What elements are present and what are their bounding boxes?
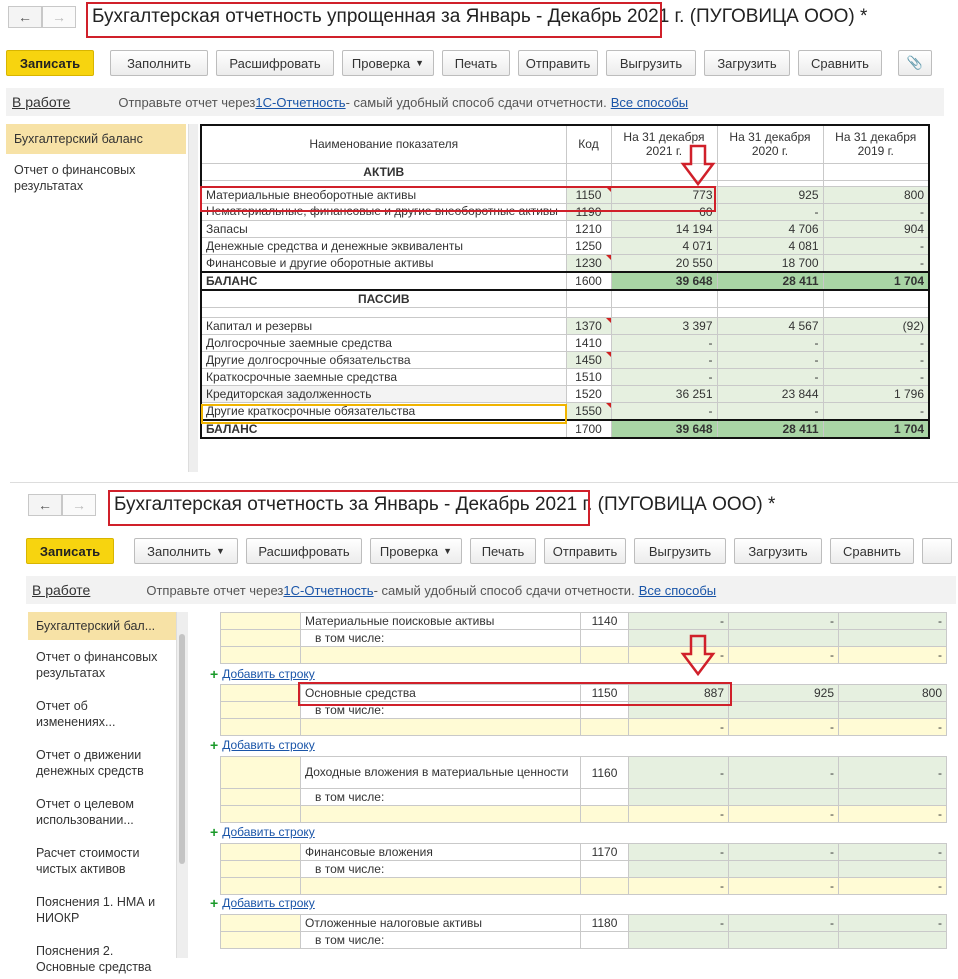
cell-2021[interactable]: 773 — [611, 186, 717, 203]
table-row: - - - — [221, 806, 947, 823]
table-row — [201, 254, 929, 272]
sidebar-item-notes-1[interactable]: Пояснения 1. НМА и НИОКР — [36, 895, 156, 925]
full-report-window — [10, 482, 958, 974]
plus-icon: + — [210, 895, 219, 911]
sidebar-item-target-use[interactable]: Отчет о целевом использовании... — [36, 797, 134, 827]
cell-2019[interactable]: 1 796 — [823, 385, 929, 402]
save-button[interactable]: Записать — [6, 50, 94, 76]
cell-2020[interactable]: 18 700 — [717, 254, 823, 272]
block-1180 — [220, 914, 947, 949]
add-row-link[interactable]: Добавить строку — [222, 738, 315, 752]
export-button[interactable]: Выгрузить — [634, 538, 726, 564]
table-row — [201, 368, 929, 385]
cell-2019[interactable]: - — [839, 757, 947, 789]
table-row — [221, 613, 947, 630]
cell-2019[interactable]: - — [823, 402, 929, 420]
cell-2021[interactable]: - — [629, 915, 729, 932]
cell-2021[interactable]: - — [611, 368, 717, 385]
export-button[interactable]: Выгрузить — [606, 50, 696, 76]
table-row: - - - — [221, 878, 947, 895]
cell-2021[interactable]: - — [629, 757, 729, 789]
cell-2021[interactable]: 60 — [611, 203, 717, 220]
row-name: Другие краткосрочные обязательства — [201, 402, 566, 420]
balance-row — [201, 420, 929, 438]
section-passive — [201, 290, 929, 308]
including-label: в том числе: — [301, 702, 581, 719]
row-code: 1150 — [581, 685, 629, 702]
table-row — [221, 915, 947, 932]
link-all-methods[interactable]: Все способы — [610, 94, 689, 110]
row-name: Финансовые и другие оборотные активы — [201, 254, 566, 272]
row-blank — [221, 613, 301, 630]
sidebar-item-balance[interactable]: Бухгалтерский баланс — [6, 124, 186, 154]
row-name: БАЛАНС — [201, 420, 566, 438]
header-2020: На 31 декабря 2020 г. — [717, 125, 823, 163]
row-code: 1230 — [566, 254, 611, 272]
send-button[interactable]: Отправить — [518, 50, 598, 76]
cell-2021: 39 648 — [611, 272, 717, 290]
section-title: ПАССИВ — [201, 290, 566, 308]
table-row — [221, 757, 947, 789]
row-code: 1170 — [581, 844, 629, 861]
toolbar — [6, 50, 932, 76]
info-bar — [6, 88, 944, 116]
info-text: Отправьте отчет через — [118, 94, 256, 110]
sidebar-item-financial-results[interactable]: Отчет о финансовых результатах — [14, 163, 136, 193]
table-row — [201, 402, 929, 420]
row-name: Долгосрочные заемные средства — [201, 334, 566, 351]
row-name: Кредиторская задолженность — [201, 385, 566, 402]
info-rest: - самый удобный способ сдачи отчетности. — [345, 94, 607, 110]
check-label: Проверка — [351, 55, 411, 71]
row-code: 1550 — [566, 402, 611, 420]
attach-button[interactable] — [898, 50, 932, 76]
table-row — [221, 932, 947, 949]
row-name: Материальные внеоборотные активы — [201, 186, 566, 203]
scroll-thumb[interactable] — [179, 634, 185, 864]
toolbar — [26, 538, 952, 564]
cell-2019[interactable]: 800 — [823, 186, 929, 203]
table-row — [201, 203, 929, 220]
sidebar — [6, 124, 186, 198]
sidebar-item-financial-results[interactable]: Отчет о финансовых результатах — [36, 650, 158, 680]
cell-2020[interactable]: - — [729, 844, 839, 861]
header-2021: На 31 декабря 2021 г. — [611, 125, 717, 163]
row-name: Запасы — [201, 220, 566, 237]
arrow-down-icon — [680, 144, 716, 186]
cell-2020[interactable]: - — [717, 334, 823, 351]
simplified-report-window — [0, 0, 958, 472]
plus-icon: + — [210, 737, 219, 753]
row-code: 1370 — [566, 317, 611, 334]
table-row — [221, 630, 947, 647]
import-button[interactable]: Загрузить — [734, 538, 822, 564]
status-link[interactable]: В работе — [32, 582, 91, 598]
paperclip-icon: 📎 — [906, 55, 924, 70]
add-row-link[interactable]: Добавить строку — [222, 896, 315, 910]
cell-2020[interactable]: - — [717, 351, 823, 368]
dropdown-icon: ▼ — [443, 546, 453, 556]
including-label: в том числе: — [301, 630, 581, 647]
row-code: 1190 — [566, 203, 611, 220]
fill-label: Заполнить — [147, 543, 211, 559]
cell-2021[interactable]: 14 194 — [611, 220, 717, 237]
row-name: Краткосрочные заемные средства — [201, 368, 566, 385]
cell-2019[interactable]: - — [839, 613, 947, 630]
row-code: 1450 — [566, 351, 611, 368]
cell-2020[interactable]: - — [729, 915, 839, 932]
info-text: Отправьте отчет через — [146, 582, 284, 598]
table-row: - - - — [221, 719, 947, 736]
add-row[interactable] — [210, 895, 315, 911]
header-2019: На 31 декабря 2019 г. — [823, 125, 929, 163]
page-title: Бухгалтерская отчетность за Январь - Декабрь 2021 г. (ПУГОВИЦА ООО) * — [114, 494, 776, 515]
sidebar — [28, 612, 176, 979]
table-row: - - - — [221, 647, 947, 664]
row-name: Доходные вложения в материальные ценности — [301, 757, 581, 789]
cell-2019[interactable]: - — [823, 334, 929, 351]
cell-2021[interactable]: 36 251 — [611, 385, 717, 402]
row-code: 1410 — [566, 334, 611, 351]
link-1c-reporting[interactable]: 1С-Отчетность — [255, 94, 346, 110]
sidebar-item-notes-2[interactable]: Пояснения 2. Основные средства — [36, 944, 152, 974]
arrow-down-icon — [680, 634, 716, 676]
check-button[interactable] — [342, 50, 434, 76]
cell-2019[interactable]: (92) — [823, 317, 929, 334]
row-name: Капитал и резервы — [201, 317, 566, 334]
print-button[interactable]: Печать — [442, 50, 510, 76]
link-all-methods[interactable]: Все способы — [638, 582, 717, 598]
cell-2020[interactable]: - — [717, 368, 823, 385]
add-row-link[interactable]: Добавить строку — [222, 825, 315, 839]
cell-2019[interactable]: 800 — [839, 685, 947, 702]
forward-button[interactable] — [62, 494, 96, 516]
cell-2019[interactable]: - — [839, 915, 947, 932]
section-title: АКТИВ — [201, 163, 566, 180]
add-row[interactable] — [210, 737, 315, 753]
row-code: 1140 — [581, 613, 629, 630]
plus-icon: + — [210, 824, 219, 840]
cell-2021[interactable]: - — [611, 334, 717, 351]
sidebar-item-capital-changes[interactable]: Отчет об изменениях... — [36, 699, 116, 729]
table-row — [221, 789, 947, 806]
table-row — [221, 861, 947, 878]
link-1c-reporting[interactable]: 1С-Отчетность — [283, 582, 374, 598]
arrow-right-icon: → — [72, 497, 86, 513]
scrollbar[interactable] — [188, 124, 198, 472]
including-label: в том числе: — [301, 861, 581, 878]
cell-2020[interactable]: 23 844 — [717, 385, 823, 402]
row-code: 1180 — [581, 915, 629, 932]
compare-button[interactable]: Сравнить — [830, 538, 914, 564]
table-row — [201, 334, 929, 351]
info-rest: - самый удобный способ сдачи отчетности. — [373, 582, 635, 598]
table-row — [221, 685, 947, 702]
arrow-right-icon: → — [52, 9, 66, 25]
row-code: 1210 — [566, 220, 611, 237]
cell-2020[interactable]: 4 081 — [717, 237, 823, 254]
sidebar-item-net-assets[interactable]: Расчет стоимости чистых активов — [36, 846, 140, 876]
table-row — [201, 385, 929, 402]
cell-2020[interactable]: 925 — [717, 186, 823, 203]
block-1170 — [220, 843, 947, 895]
block-1160 — [220, 756, 947, 823]
arrow-left-icon: ← — [38, 497, 52, 513]
row-name: Нематериальные, финансовые и другие внеоборотные активы — [201, 203, 566, 220]
row-code: 1150 — [566, 186, 611, 203]
cell-2019: 1 704 — [823, 420, 929, 438]
dropdown-icon: ▼ — [215, 546, 225, 556]
send-button[interactable]: Отправить — [544, 538, 626, 564]
compare-button[interactable]: Сравнить — [798, 50, 882, 76]
cell-2020: 28 411 — [717, 420, 823, 438]
row-name: Финансовые вложения — [301, 844, 581, 861]
dropdown-icon: ▼ — [415, 58, 425, 68]
row-name: Отложенные налоговые активы — [301, 915, 581, 932]
row-name: Другие долгосрочные обязательства — [201, 351, 566, 368]
cell-2019[interactable]: - — [823, 254, 929, 272]
including-label: в том числе: — [301, 789, 581, 806]
row-code: 1510 — [566, 368, 611, 385]
row-code: 1160 — [581, 757, 629, 789]
save-button[interactable]: Записать — [26, 538, 114, 564]
nav-buttons — [28, 494, 96, 516]
cell-2021: 39 648 — [611, 420, 717, 438]
row-code: 1700 — [566, 420, 611, 438]
cell-2021[interactable]: - — [611, 351, 717, 368]
print-button[interactable]: Печать — [470, 538, 536, 564]
back-button[interactable] — [8, 6, 42, 28]
arrow-left-icon: ← — [18, 9, 32, 25]
cell-2020[interactable]: - — [717, 402, 823, 420]
table-row — [201, 220, 929, 237]
separator — [0, 472, 958, 482]
plus-icon: + — [210, 666, 219, 682]
cell-2019[interactable]: - — [823, 368, 929, 385]
table-row — [201, 351, 929, 368]
cell-2019[interactable]: - — [823, 203, 929, 220]
block-1140 — [220, 612, 947, 664]
row-code: 1520 — [566, 385, 611, 402]
header-name: Наименование показателя — [201, 125, 566, 163]
cell-2021[interactable]: - — [611, 402, 717, 420]
balance-table — [200, 124, 930, 439]
section-active — [201, 163, 929, 180]
add-row[interactable] — [210, 824, 315, 840]
add-row[interactable] — [210, 666, 315, 682]
block-1150 — [220, 684, 947, 736]
cell-2021[interactable]: - — [629, 613, 729, 630]
row-name: Материальные поисковые активы — [301, 613, 581, 630]
cell-2019[interactable]: 904 — [823, 220, 929, 237]
balance-row — [201, 272, 929, 290]
cell-2021[interactable]: 887 — [629, 685, 729, 702]
import-button[interactable]: Загрузить — [704, 50, 790, 76]
cell-2019[interactable]: - — [823, 351, 929, 368]
row-code: 1250 — [566, 237, 611, 254]
decode-button[interactable]: Расшифровать — [246, 538, 362, 564]
cell-2020[interactable]: - — [717, 203, 823, 220]
including-label: в том числе: — [301, 932, 581, 949]
check-label: Проверка — [379, 543, 439, 559]
table-row — [201, 186, 929, 203]
sidebar-item-cash-flow[interactable]: Отчет о движении денежных средств — [36, 748, 144, 778]
row-name: Основные средства — [301, 685, 581, 702]
cell-2021[interactable]: 4 071 — [611, 237, 717, 254]
cell-2019: 1 704 — [823, 272, 929, 290]
cell-2020: 28 411 — [717, 272, 823, 290]
row-name: Денежные средства и денежные эквиваленты — [201, 237, 566, 254]
table-row — [201, 317, 929, 334]
nav-buttons — [8, 6, 76, 28]
header-code: Код — [566, 125, 611, 163]
table-row — [221, 844, 947, 861]
table-header — [201, 125, 929, 163]
sidebar-scrollbar[interactable] — [176, 612, 188, 958]
cell-2020[interactable]: 4 706 — [717, 220, 823, 237]
sidebar-item-balance[interactable]: Бухгалтерский бал... — [28, 612, 176, 640]
cell-2020[interactable]: - — [729, 757, 839, 789]
cell-2021[interactable]: - — [629, 844, 729, 861]
add-row-link[interactable]: Добавить строку — [222, 667, 315, 681]
cell-2020[interactable]: - — [729, 613, 839, 630]
cell-2019[interactable]: - — [839, 844, 947, 861]
table-row — [201, 237, 929, 254]
status-link[interactable]: В работе — [12, 94, 71, 110]
page-title: Бухгалтерская отчетность упрощенная за Январь - Декабрь 2021 г. (ПУГОВИЦА ООО) * — [92, 6, 868, 27]
forward-button[interactable] — [42, 6, 76, 28]
row-code: 1600 — [566, 272, 611, 290]
back-button[interactable] — [28, 494, 62, 516]
cell-2021[interactable]: 20 550 — [611, 254, 717, 272]
table-row — [221, 702, 947, 719]
fill-button[interactable] — [134, 538, 238, 564]
check-button[interactable] — [370, 538, 462, 564]
cell-2020[interactable]: 925 — [729, 685, 839, 702]
cell-2019[interactable]: - — [823, 237, 929, 254]
info-bar — [26, 576, 956, 604]
cell-2020[interactable]: 4 567 — [717, 317, 823, 334]
decode-button[interactable]: Расшифровать — [216, 50, 334, 76]
fill-button[interactable]: Заполнить — [110, 50, 208, 76]
row-name: БАЛАНС — [201, 272, 566, 290]
more-button[interactable] — [922, 538, 952, 564]
cell-2021[interactable]: 3 397 — [611, 317, 717, 334]
